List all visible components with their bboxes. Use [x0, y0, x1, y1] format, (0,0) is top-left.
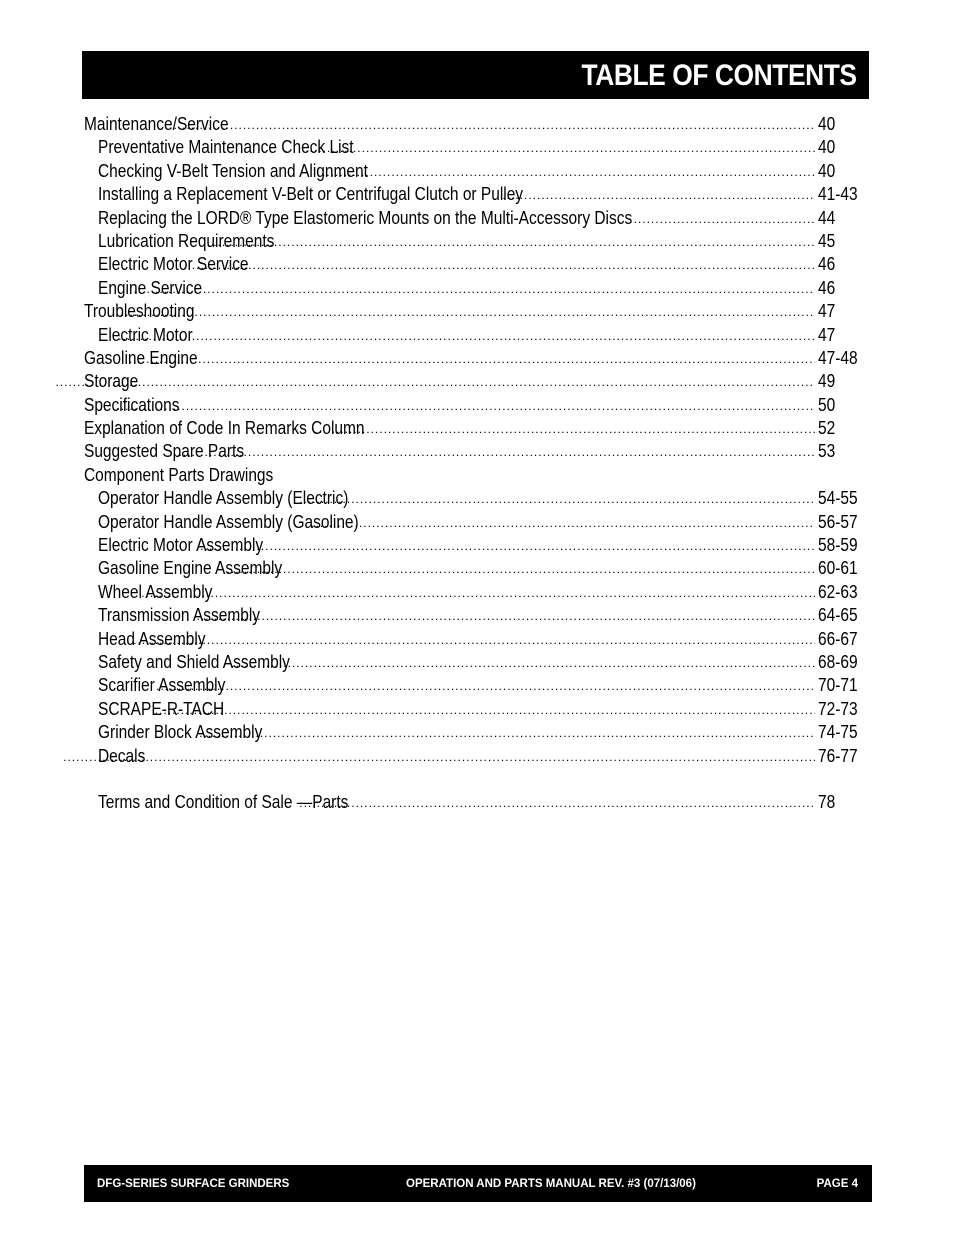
toc-entry-page: 45 [818, 230, 836, 251]
toc-dot-leader [629, 208, 815, 231]
toc-dot-leader [179, 441, 815, 464]
toc-entry-page: 53 [818, 441, 836, 462]
toc-entry-page: 76-77 [818, 745, 858, 766]
toc-dot-leader [183, 254, 815, 277]
toc-spacer [84, 768, 864, 791]
toc-entry[interactable] [84, 394, 864, 417]
toc-dot-leader [305, 137, 815, 160]
toc-entry-label: Component Parts Drawings [84, 464, 274, 485]
toc-entry-page: 66-67 [818, 628, 858, 649]
toc-entry-label: Installing a Replacement V-Belt or Centrifugal Clutch or Pulley [98, 184, 524, 205]
toc-dot-leader [63, 746, 815, 769]
toc-entry-label: Electric Motor Assembly [98, 535, 264, 556]
toc-entry-label: Operator Handle Assembly (Gasoline) [98, 511, 359, 532]
toc-dot-leader [103, 395, 815, 418]
toc-dot-leader [161, 114, 816, 137]
toc-entry-label: Safety and Shield Assembly [98, 651, 290, 672]
page-title: TABLE OF CONTENTS [581, 59, 857, 92]
toc-entry[interactable] [84, 347, 864, 370]
toc-entry-label: Head Assembly [98, 628, 206, 649]
toc-subentry[interactable] [84, 487, 864, 510]
toc-entry-label: Terms and Condition of Sale —Parts [98, 792, 349, 813]
toc-entry-page: 68-69 [818, 651, 858, 672]
toc-entry-label: Transmission Assembly [98, 605, 261, 626]
toc-dot-leader [118, 325, 815, 348]
toc-subentry[interactable] [84, 136, 864, 159]
toc-entry-page: 54-55 [818, 488, 858, 509]
toc-subentry[interactable] [84, 651, 864, 674]
title-bar [82, 51, 869, 99]
toc-entry-page: 56-57 [818, 511, 858, 532]
toc-entry[interactable] [84, 113, 864, 136]
toc-dot-leader [213, 231, 815, 254]
toc-entry-label: Gasoline Engine Assembly [98, 558, 283, 579]
toc-subentry[interactable] [84, 581, 864, 604]
toc-entry-label: Replacing the LORD® Type Elastomeric Mounts on the Multi-Accessory Discs [98, 207, 633, 228]
toc-entry-page: 47-48 [818, 347, 858, 368]
toc-entry-label: Suggested Spare Parts [84, 441, 245, 462]
toc-entry-label: Checking V-Belt Tension and Alignment [98, 160, 368, 181]
toc-dot-leader [231, 652, 815, 675]
toc-subentry[interactable] [84, 698, 864, 721]
toc-subentry[interactable] [84, 277, 864, 300]
toc-dot-leader [319, 418, 815, 441]
page-footer [84, 1165, 872, 1202]
toc-dot-leader [322, 161, 815, 184]
toc-dot-leader [129, 278, 815, 301]
footer-page-number: PAGE 4 [816, 1178, 858, 1190]
toc-subentry[interactable] [84, 183, 864, 206]
toc-subentry[interactable] [84, 745, 864, 768]
toc-entry[interactable] [84, 300, 864, 323]
toc-entry-page: 46 [818, 254, 836, 275]
toc-dot-leader [299, 792, 815, 815]
toc-entry-label: Decals [98, 745, 146, 766]
footer-manual-title: OPERATION AND PARTS MANUAL REV. #3 (07/13/06) [406, 1178, 696, 1190]
toc-entry-page: 49 [818, 371, 836, 392]
toc-entry-label: Specifications [84, 394, 180, 415]
footer-product-name: DFG-SERIES SURFACE GRINDERS [97, 1178, 290, 1190]
toc-entry-page: 41-43 [818, 184, 858, 205]
toc-dot-leader [196, 605, 815, 628]
toc-entry[interactable] [84, 464, 864, 487]
toc-entry-page: 72-73 [818, 698, 858, 719]
toc-entry-page: 50 [818, 394, 836, 415]
toc-dot-leader [156, 675, 815, 698]
toc-entry-label: Storage [84, 371, 139, 392]
toc-subentry[interactable] [84, 721, 864, 744]
toc-entry-label: Grinder Block Assembly [98, 722, 263, 743]
toc-subentry[interactable] [84, 230, 864, 253]
toc-entry-label: SCRAPE-R-TACH [98, 698, 225, 719]
toc-entry-label: Maintenance/Service [84, 114, 229, 134]
toc-subentry[interactable] [84, 207, 864, 230]
toc-entry-label: Preventative Maintenance Check List [98, 137, 354, 158]
toc-entry-page: 70-71 [818, 675, 858, 696]
toc-dot-leader [155, 699, 815, 722]
toc-subentry[interactable] [84, 791, 864, 814]
table-of-contents [84, 113, 864, 815]
toc-entry-page: 40 [818, 114, 836, 134]
toc-entry-label: Lubrication Requirements [98, 230, 275, 251]
toc-entry-page: 52 [818, 418, 836, 439]
toc-entry-label: Engine Service [98, 277, 203, 298]
toc-subentry[interactable] [84, 557, 864, 580]
toc-dot-leader [141, 582, 815, 605]
toc-dot-leader [311, 512, 815, 535]
toc-subentry[interactable] [84, 511, 864, 534]
toc-entry-label: Explanation of Code In Remarks Column [84, 418, 365, 439]
toc-entry-page: 46 [818, 277, 836, 298]
toc-subentry[interactable] [84, 604, 864, 627]
toc-dot-leader [502, 184, 815, 207]
toc-subentry[interactable] [84, 324, 864, 347]
toc-entry-page: 78 [818, 792, 836, 813]
toc-entry-page: 44 [818, 207, 836, 228]
toc-entry-page: 62-63 [818, 581, 858, 602]
toc-dot-leader [125, 348, 816, 371]
toc-subentry[interactable] [84, 253, 864, 276]
toc-entry-page: 74-75 [818, 722, 858, 743]
toc-entry-label: Electric Motor Service [98, 254, 249, 275]
toc-dot-leader [200, 535, 815, 558]
toc-entry-label: Wheel Assembly [98, 581, 213, 602]
toc-entry[interactable] [84, 417, 864, 440]
toc-dot-leader [199, 722, 815, 745]
toc-subentry[interactable] [84, 628, 864, 651]
toc-entry-page: 40 [818, 137, 836, 158]
toc-entry-page: 40 [818, 160, 836, 181]
toc-dot-leader [55, 371, 815, 394]
toc-dot-leader [121, 301, 815, 324]
toc-subentry[interactable] [84, 160, 864, 183]
toc-entry[interactable] [84, 370, 864, 393]
toc-entry-label: Scarifier Assembly [98, 675, 226, 696]
toc-entry-page: 58-59 [818, 535, 858, 556]
toc-entry-page: 64-65 [818, 605, 858, 626]
toc-entry-page: 47 [818, 324, 836, 345]
toc-entry-page: 47 [818, 301, 836, 322]
toc-entry-label: Gasoline Engine [84, 347, 198, 368]
toc-dot-leader [222, 558, 815, 581]
toc-dot-leader [299, 488, 815, 511]
toc-entry-page: 60-61 [818, 558, 858, 579]
toc-entry-label: Troubleshooting [84, 301, 195, 322]
toc-subentry[interactable] [84, 674, 864, 697]
toc-entry[interactable] [84, 440, 864, 463]
toc-dot-leader [133, 629, 815, 652]
toc-entry-label: Operator Handle Assembly (Electric) [98, 488, 349, 509]
toc-entry-label: Electric Motor [98, 324, 193, 345]
toc-subentry[interactable] [84, 534, 864, 557]
